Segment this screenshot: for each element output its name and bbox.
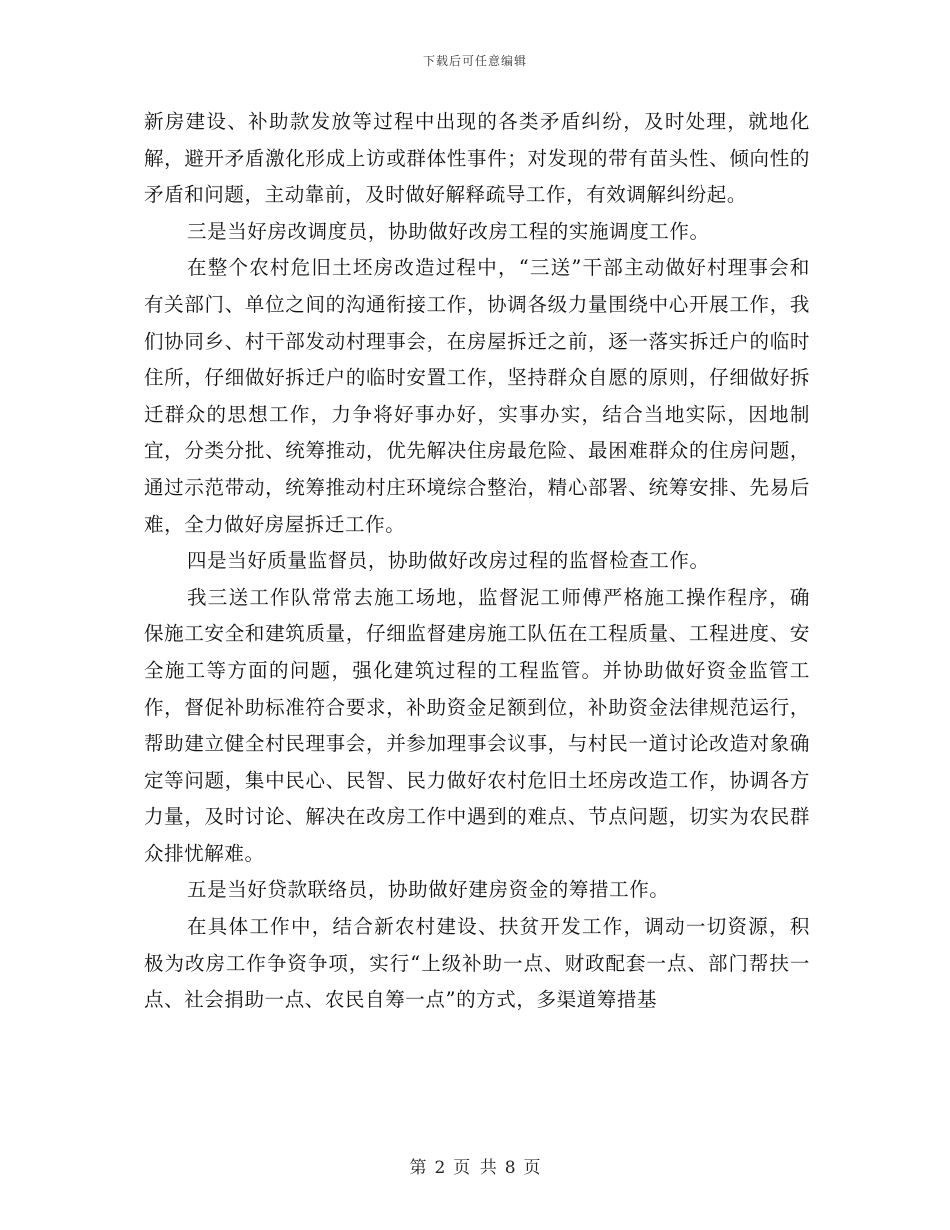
page-header-note: 下载后可任意编辑 bbox=[422, 54, 527, 68]
paragraph-heading-four: 四是当好质量监督员，协助做好改房过程的监督检查工作。 bbox=[187, 549, 710, 573]
paragraph-body: 我三送工作队常常去施工场地，监督泥工师傅严格施工操作程序，确保施工安全和建筑质量，仔细监督建房施工队伍在工程质量、工程进度、安全施工等方面的问题，强化建筑过程的工程监管。并协助做好资金监管工作，督促补助标准符合要求，补助资金足额到位，补助资金法律规范运行，帮助建立健全村民理事会，并参加理事会议事，与村民一道讨论改造对象确定等问题，集中民心、民智、民力做好农村危旧土坯房改造工作，协调各方力量，及时讨论、解决在改房工作中遇到的难点、节点问题，切实为农民群众排忧解难。 bbox=[144, 585, 810, 865]
total-pages: 8 bbox=[504, 1158, 516, 1178]
paragraph-heading-five: 五是当好贷款联络员，协助做好建房资金的筹措工作。 bbox=[187, 878, 670, 902]
footer-suffix: 页 bbox=[523, 1158, 541, 1178]
footer-prefix: 第 bbox=[409, 1158, 427, 1178]
paragraph-continuation: 新房建设、补助款发放等过程中出现的各类矛盾纠纷，及时处理，就地化解，避开矛盾激化形成上访或群体性事件；对发现的带有苗头性、倾向性的矛盾和问题，主动靠前，及时做好解释疏导工作，有效调解纠纷起。 bbox=[144, 110, 810, 207]
document-body bbox=[144, 104, 810, 1019]
footer-middle: 页 共 bbox=[453, 1158, 497, 1178]
paragraph-body: 在具体工作中，结合新农村建设、扶贫开发工作，调动一切资源，积极为改房工作争资争项，实行“上级补助一点、财政配套一点、部门帮扶一点、社会捐助一点、农民自筹一点”的方式，多渠道筹措基 bbox=[144, 915, 810, 1012]
page-number: 2 bbox=[434, 1158, 446, 1178]
page-footer bbox=[0, 1153, 950, 1178]
paragraph-heading-three: 三是当好房改调度员，协助做好改房工程的实施调度工作。 bbox=[187, 219, 710, 243]
paragraph-body: 在整个农村危旧土坯房改造过程中，“三送”干部主动做好村理事会和有关部门、单位之间的沟通衔接工作，协调各级力量围绕中心开展工作，我们协同乡、村干部发动村理事会，在房屋拆迁之前，逐一落实拆迁户的临时住所，仔细做好拆迁户的临时安置工作，坚持群众自愿的原则，仔细做好拆迁群众的思想工作，力争将好事办好，实事办实，结合当地实际，因地制宜，分类分批、统筹推动，优先解决住房最危险、最困难群众的住房问题，通过示范带动，统筹推动村庄环境综合整治，精心部署、统筹安排、先易后难，全力做好房屋拆迁工作。 bbox=[144, 256, 810, 536]
